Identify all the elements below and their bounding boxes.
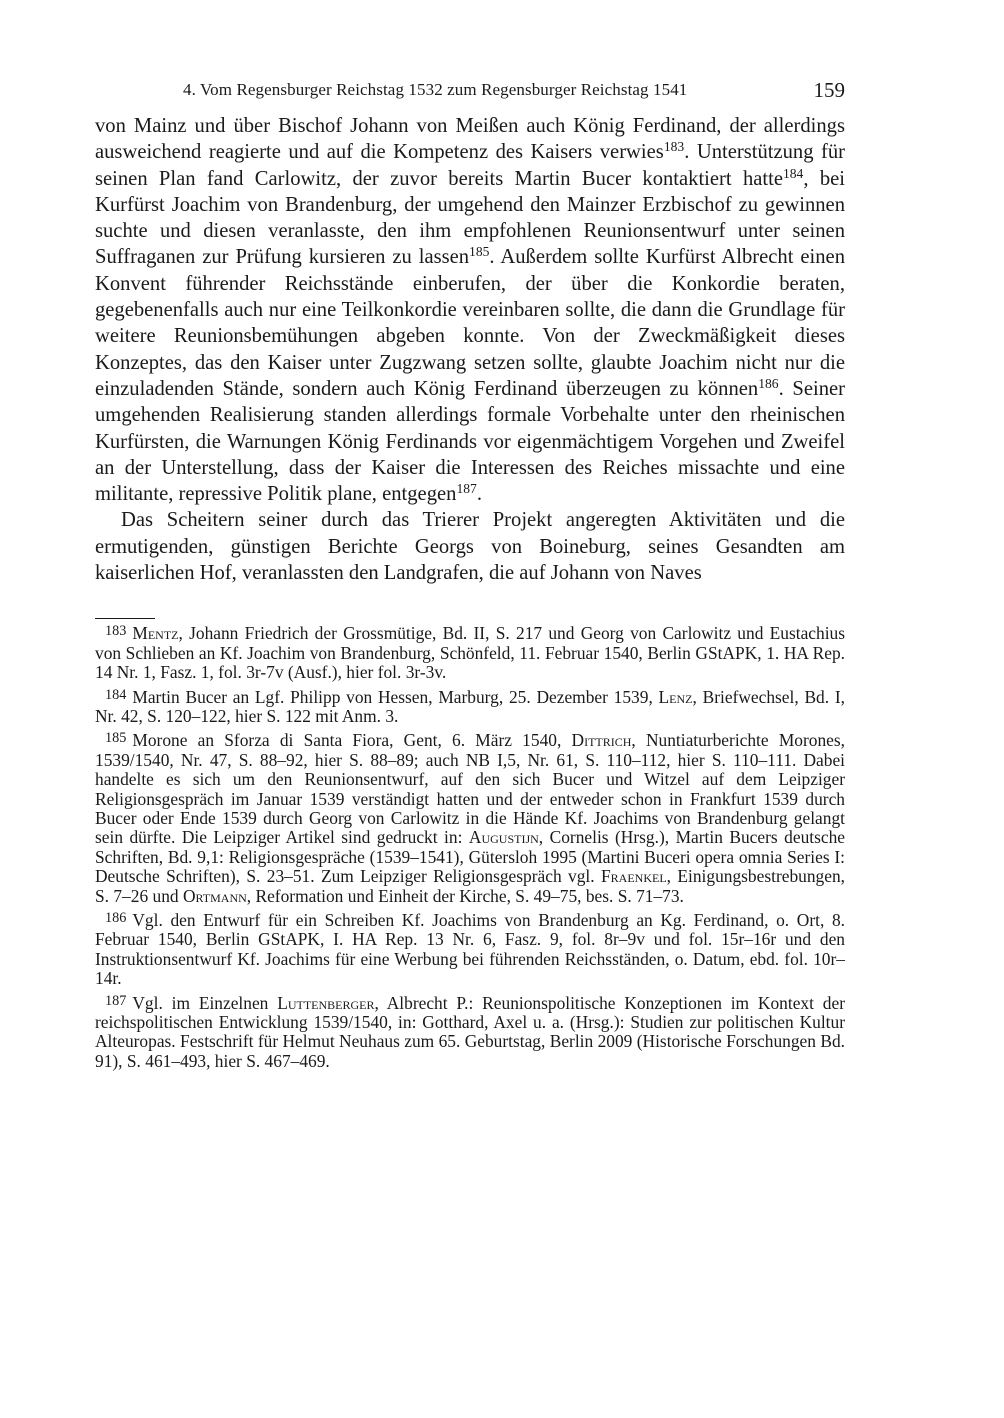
text-segment: . Unterstützung für seinen Plan fand Carlowitz, der zuvor bereits Martin Bucer kontaktiert hatte — [95, 141, 845, 190]
footnote-number: 185 — [105, 730, 127, 747]
author-name: Dittrich — [571, 730, 632, 751]
footnote-number: 186 — [105, 910, 127, 927]
footnote-text: Vgl. im Einzelnen — [132, 992, 278, 1013]
footnote-185 — [95, 731, 845, 906]
footnote-186 — [95, 911, 845, 989]
paragraph-2: Das Scheitern seiner durch das Trierer Projekt angeregten Aktivitäten und die ermutigenden, günstigen Berichte Georgs von Boineburg, seines Gesandten am kaiserlichen Hof, veranlassten den Landgrafen, die auf Johann von Naves — [95, 509, 845, 585]
footnote-text: , Cornelis (Hrsg.), Martin Bucers deutsche Schriften, Bd. 9,1: Religionsgespräche (1539–1541), Gütersloh 1995 (Martini Buceri opera omnia Series I: Deutsche Schriften), S. 23–51. Zum Leipziger Religionsgespräch vgl. — [95, 827, 845, 887]
text-segment: , bei Kurfürst Joachim von Brandenburg, der umgehend den Mainzer Erzbischof zu gewinnen suchte und diesen veranlasste, den ihm empfohlenen Reunionsentwurf unter seinen Suffraganen zur Prüfung kursieren zu lassen — [95, 167, 845, 269]
footnote-text: Martin Bucer an Lgf. Philipp von Hessen, Marburg, 25. Dezember 1539, — [132, 686, 659, 707]
footnote-text: , Briefwechsel, Bd. I, Nr. 42, S. 120–122, hier S. 122 mit Anm. 3. — [95, 686, 845, 726]
author-name: Mentz — [132, 623, 179, 644]
book-page — [95, 78, 845, 1076]
footnote-187 — [95, 994, 845, 1072]
footnote-text: , Albrecht P.: Reunionspolitische Konzeptionen im Kontext der reichspolitischen Entwicklung 1539/1540, in: Gotthard, Axel u. a. (Hrsg.): Studien zur politischen Kultur Alteuropas. Festschrift für Helmut Neuhaus zum 65. Geburtstag, Berlin 2009 (Historische Forschungen Bd. 91), S. 461–493, hier S. 467–469. — [95, 992, 845, 1071]
footnote-183 — [95, 624, 845, 682]
main-text — [95, 113, 845, 586]
footnote-ref-187[interactable]: 187 — [456, 481, 477, 497]
running-head: 4. Vom Regensburger Reichstag 1532 zum Regensburger Reichstag 1541 — [183, 80, 688, 99]
footnote-number: 183 — [105, 623, 127, 640]
page-header — [95, 78, 845, 108]
footnote-184 — [95, 688, 845, 727]
footnote-ref-184[interactable]: 184 — [782, 165, 804, 181]
footnote-text: , Reformation und Einheit der Kirche, S. 49–75, bes. S. 71–73. — [246, 885, 684, 906]
footnote-ref-186[interactable]: 186 — [758, 376, 779, 392]
text-segment: . Außerdem sollte Kurfürst Albrecht einen Konvent führender Reichsstände einberufen, der über die Konkordie beraten, gegebenenfalls auch nur eine Teilkonkordie vereinbaren sollte, die dann die Grundlage für weitere Reunionsbemühungen abgeben konnte. Von der Zweckmäßigkeit dieses Konzeptes, das den Kaiser unter Zugzwang setzen sollte, glaubte Joachim nicht nur die einzuladenden Stände, sondern auch König Ferdinand überzeugen zu können — [95, 246, 845, 400]
author-name: Luttenberger — [277, 992, 375, 1013]
footnote-ref-185[interactable]: 185 — [469, 244, 490, 260]
footnote-number: 184 — [105, 686, 127, 703]
footnote-text: , Einigungsbestrebungen, S. 7–26 und — [95, 866, 845, 906]
author-name: Fraenkel — [601, 866, 667, 887]
footnote-text: , Johann Friedrich der Grossmütige, Bd. II, S. 217 und Georg von Carlowitz und Eustachius von Schlieben an Kf. Joachim von Brandenburg, Schönfeld, 11. Februar 1540, Berlin GStAPK, 1. HA Rep. 14 Nr. 1, Fasz. 1, fol. 3r-7v (Ausf.), hier fol. 3r-3v. — [95, 623, 845, 683]
footnote-text: , Nuntiaturberichte Morones, 1539/1540, Nr. 47, S. 88–92, hier S. 88–89; auch NB I,5, Nr. 61, S. 110–112, hier S. 110–111. Dabei handelte es sich um den Reunionsentwurf, auf den sich Bucer und Witzel auf dem Leipziger Religionsgespräch im Januar 1539 verständigt hatten und der entweder schon in Frankfurt 1539 durch Bucer oder Ende 1539 durch Georg von Carlowitz in die Hände Kf. Joachims von Brandenburg gelangt sein dürfte. Die Leipziger Artikel sind gedruckt in: — [95, 730, 845, 848]
text-segment: . Seiner umgehenden Realisierung standen allerdings formale Vorbehalte unter den rheinischen Kurfürsten, die Warnungen König Ferdinands vor eigenmächtigem Vorgehen und Zweifel an der Unterstellung, dass der Kaiser die Interessen des Reiches missachte und eine militante, repressive Politik plane, entgegen — [95, 377, 845, 506]
author-name: Ortmann — [182, 885, 247, 906]
footnotes — [95, 624, 845, 1071]
footnote-rule — [95, 618, 155, 619]
footnote-text: Morone an Sforza di Santa Fiora, Gent, 6. März 1540, — [132, 730, 572, 751]
page-number: 159 — [813, 78, 845, 102]
footnote-ref-183[interactable]: 183 — [663, 139, 685, 155]
footnote-text: Vgl. den Entwurf für ein Schreiben Kf. Joachims von Brandenburg an Kg. Ferdinand, o. Ort, 8. Februar 1540, Berlin GStAPK, I. HA Rep. 13 Nr. 6, Fasz. 9, fol. 8r–9v und fol. 15r–16r und den Instruktionsentwurf Kf. Joachims für eine Werbung bei führenden Reichsständen, o. Datum, ebd. fol. 10r–14r. — [95, 910, 845, 989]
paragraph-1 — [95, 113, 845, 507]
author-name: Lenz — [658, 686, 693, 707]
author-name: Augustijn — [468, 827, 539, 848]
footnote-number: 187 — [105, 992, 127, 1009]
text-segment: von Mainz und über Bischof Johann von Meißen auch König Ferdinand, der allerdings ausweichend reagierte und auf die Kompetenz des Kaisers verwies — [95, 115, 845, 164]
text-segment: . — [476, 483, 482, 506]
